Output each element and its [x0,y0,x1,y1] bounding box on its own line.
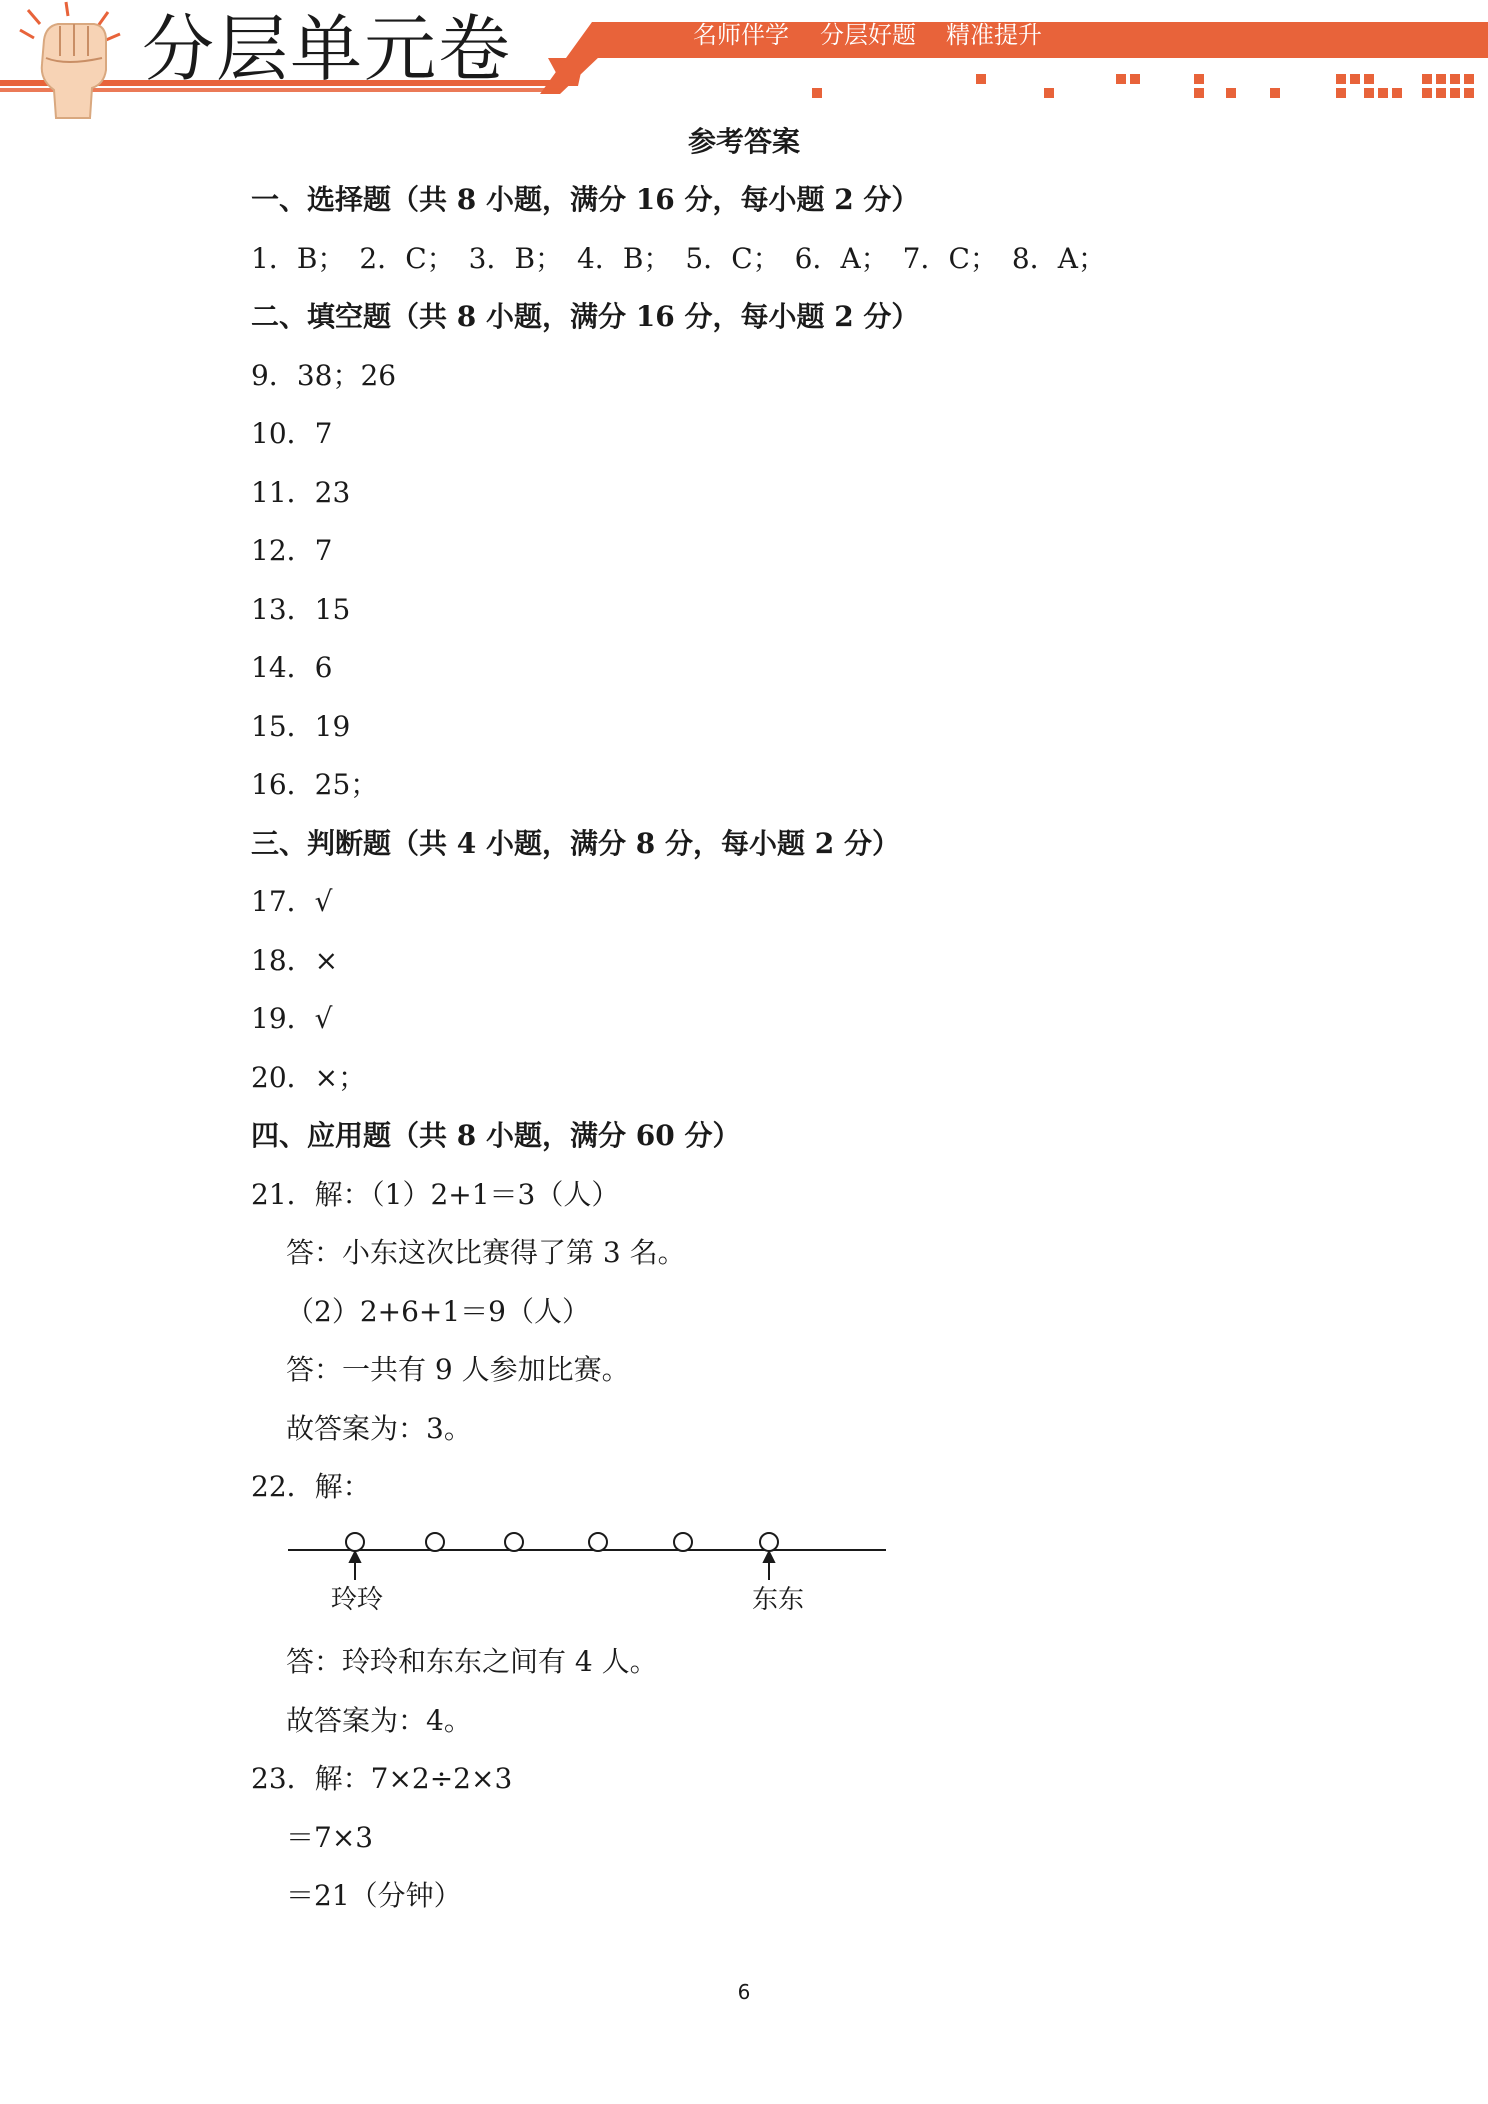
answer-line-23-step2: ＝21（分钟） [286,1879,462,1912]
section-heading-fill: 二、填空题（共 8 小题，满分 16 分，每小题 2 分） [251,300,920,333]
answer-line-19: 19．√ [251,1002,333,1035]
left-arrow [350,1552,360,1580]
answer-line-22-final: 故答案为：4。 [286,1704,472,1737]
answer-line-23-step1: ＝7×3 [286,1821,374,1854]
answer-line-21-final: 故答案为：3。 [286,1412,472,1445]
diagram-label-lingling: 玲玲 [331,1585,384,1615]
section-heading-judge: 三、判断题（共 4 小题，满分 8 分，每小题 2 分） [251,827,900,860]
fist-icon [10,0,130,122]
answer-line-13: 13．15 [251,593,351,626]
answer-line-21-a2: 答：一共有 9 人参加比赛。 [286,1353,630,1386]
answer-line-choice: 1．B； 2．C； 3．B； 4．B； 5．C； 6．A； 7．C； 8．A； [251,242,1106,275]
answer-line-21: 21．解：（1）2+1＝3（人） [251,1178,620,1211]
answer-line-20: 20．×； [251,1061,367,1094]
answer-line-18: 18．× [251,944,339,977]
section-heading-choice: 一、选择题（共 8 小题，满分 16 分，每小题 2 分） [251,183,920,216]
page-number: 6 [737,1980,751,2004]
diagram-circle [505,1533,523,1551]
answer-line-16: 16．25； [251,768,379,801]
answer-line-21-step2: （2）2+6+1＝9（人） [286,1295,590,1328]
page-header [0,0,1488,125]
answer-line-17: 17．√ [251,885,333,918]
slogan-3: 精准提升 [946,21,1042,49]
right-arrow [764,1552,774,1580]
diagram-circle [589,1533,607,1551]
answer-line-22-a: 答：玲玲和东东之间有 4 人。 [286,1645,658,1678]
slogan-2: 分层好题 [820,21,916,49]
answer-line-10: 10．7 [251,417,333,450]
slogan-1: 名师伴学 [693,21,789,49]
answer-line-11: 11．23 [251,476,351,509]
answer-line-15: 15．19 [251,710,351,743]
section-heading-apply: 四、应用题（共 8 小题，满分 60 分） [251,1119,741,1152]
answer-line-14: 14．6 [251,651,333,684]
answer-line-21-a1: 答：小东这次比赛得了第 3 名。 [286,1236,686,1269]
answer-line-23: 23．解：7×2÷2×3 [251,1762,513,1795]
brand-title: 分层单元卷 [142,7,513,91]
diagram-label-dongdong: 东东 [752,1585,805,1615]
answer-line-9: 9．38；26 [251,359,397,392]
answer-line-12: 12．7 [251,534,333,567]
header-decor-squares [812,74,1474,98]
diagram-circle [674,1533,692,1551]
diagram-circle [426,1533,444,1551]
diagram-circles [346,1533,778,1551]
diagram-circle [346,1533,364,1551]
answer-line-22: 22．解： [251,1470,371,1503]
line-diagram [286,1518,896,1630]
diagram-circle [760,1533,778,1551]
document-title: 参考答案 [687,125,800,158]
